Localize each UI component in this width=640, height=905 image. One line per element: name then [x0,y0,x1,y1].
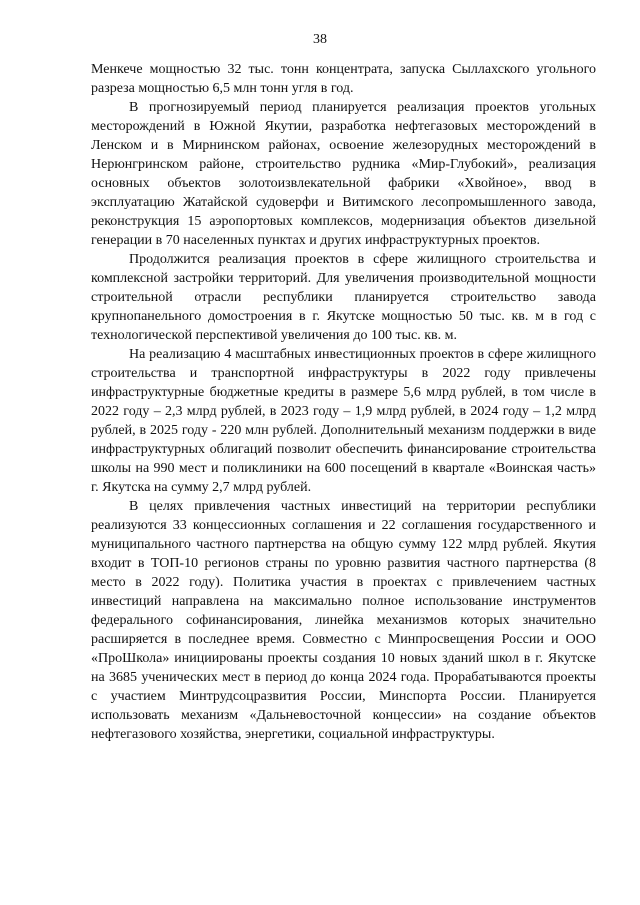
paragraph-3: Продолжится реализация проектов в сфере жилищного строительства и комплексной застройки территорий. Для увеличения производительной мощности строительной отрасли республики планируется строительство завода крупнопанельного домостроения в г. Якутске мощностью 50 тыс. кв. м в год с технологической перспективой увеличения до 100 тыс. кв. м. [91,252,596,343]
document-body [91,60,596,744]
paragraph-4: На реализацию 4 масштабных инвестиционных проектов в сфере жилищного строительства и транспортной инфраструктуры в 2022 году привлечены инфраструктурные бюджетные кредиты в размере 5,6 млрд рублей, в том числе в 2022 году – 2,3 млрд рублей, в 2023 году – 1,9 млрд рублей, в 2024 году – 1,2 млрд рублей, в 2025 году - 220 млн рублей. Дополнительный механизм поддержки в виде инфраструктурных облигаций позволит обеспечить финансирование строительства школы на 990 мест и поликлиники на 600 посещений в квартале «Воинская часть» г. Якутска на сумму 2,7 млрд рублей. [91,347,596,495]
paragraph-1: Менкече мощностью 32 тыс. тонн концентрата, запуска Сыллахского угольного разреза мощностью 6,5 млн тонн угля в год. [91,62,596,96]
page-number: 38 [313,32,327,47]
paragraph-5: В целях привлечения частных инвестиций на территории республики реализуются 33 концессионных соглашения и 22 соглашения государственного и муниципального частного партнерства на общую сумму 122 млрд рублей. Якутия входит в ТОП-10 регионов страны по уровню развития частного партнерства (8 место в 2022 году). Политика участия в проектах с привлечением частных инвестиций направлена на максимально полное использование инструментов федерального софинансирования, линейка механизмов которых значительно расширяется в последнее время. Совместно с Минпросвещения России и ООО «ПроШкола» инициированы проекты создания 10 новых зданий школ в г. Якутске на 3685 ученических мест в период до конца 2024 года. Прорабатываются проекты с участием Минтрудсоцразвития России, Минспорта России. Планируется использовать механизм «Дальневосточной концессии» на создание объектов нефтегазового хозяйства, энергетики, социальной инфраструктуры. [91,499,596,742]
paragraph-2: В прогнозируемый период планируется реализация проектов угольных месторождений в Южной Якутии, разработка нефтегазовых месторождений в Ленском и в Мирнинском районах, освоение железорудных месторождений в Нерюнгринском районе, строительство рудника «Мир-Глубокий», реализация основных объектов золотоизвлекательной фабрики «Хвойное», ввод в эксплуатацию Жатайской судоверфи и Витимского лесопромышленного завода, реконструкция 15 аэропортовых комплексов, модернизация объектов дизельной генерации в 70 населенных пунктах и других инфраструктурных проектов. [91,100,596,248]
